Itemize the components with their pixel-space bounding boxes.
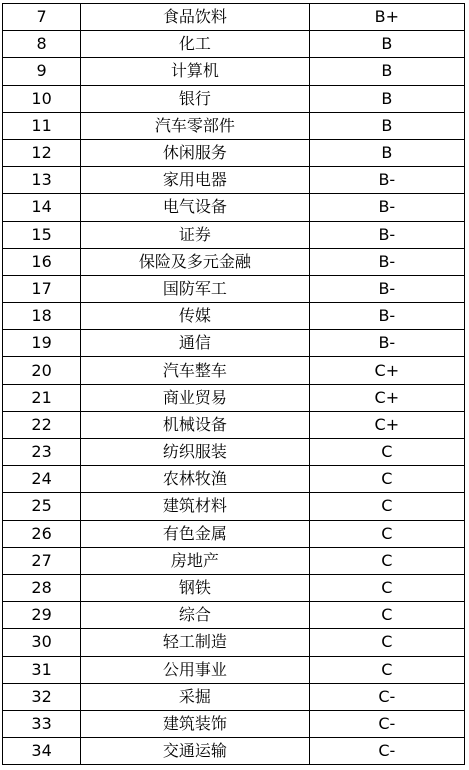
table-row: [3, 629, 465, 656]
rating-cell: B: [309, 112, 464, 139]
rating-cell: C-: [309, 683, 464, 710]
table-row: [3, 493, 465, 520]
rating-cell: C: [309, 439, 464, 466]
industry-cell: 传媒: [81, 303, 309, 330]
table-row: [3, 31, 465, 58]
rank-cell: 30: [3, 629, 81, 656]
table-row: [3, 710, 465, 737]
rank-cell: 21: [3, 384, 81, 411]
rank-cell: 10: [3, 85, 81, 112]
industry-cell: 交通运输: [81, 738, 309, 765]
rank-cell: 17: [3, 275, 81, 302]
table-row: [3, 738, 465, 765]
industry-cell: 商业贸易: [81, 384, 309, 411]
rank-cell: 13: [3, 167, 81, 194]
industry-cell: 公用事业: [81, 656, 309, 683]
rank-cell: 24: [3, 466, 81, 493]
industry-cell: 汽车整车: [81, 357, 309, 384]
rank-cell: 26: [3, 520, 81, 547]
rating-cell: C+: [309, 411, 464, 438]
table-row: [3, 221, 465, 248]
rank-cell: 18: [3, 303, 81, 330]
industry-cell: 证券: [81, 221, 309, 248]
rating-cell: B-: [309, 330, 464, 357]
industry-cell: 家用电器: [81, 167, 309, 194]
rank-cell: 31: [3, 656, 81, 683]
table-row: [3, 439, 465, 466]
industry-cell: 计算机: [81, 58, 309, 85]
table-row: [3, 275, 465, 302]
table-row: [3, 85, 465, 112]
rating-cell: C: [309, 656, 464, 683]
rating-cell: B+: [309, 4, 464, 31]
rank-cell: 15: [3, 221, 81, 248]
rating-cell: C-: [309, 738, 464, 765]
rating-cell: C: [309, 574, 464, 601]
industry-cell: 汽车零部件: [81, 112, 309, 139]
industry-cell: 建筑装饰: [81, 710, 309, 737]
rating-cell: B: [309, 31, 464, 58]
industry-cell: 电气设备: [81, 194, 309, 221]
rank-cell: 22: [3, 411, 81, 438]
table-row: [3, 139, 465, 166]
table-row: [3, 547, 465, 574]
table-row: [3, 248, 465, 275]
rating-cell: C: [309, 493, 464, 520]
table-row: [3, 602, 465, 629]
rating-cell: C+: [309, 357, 464, 384]
rank-cell: 27: [3, 547, 81, 574]
industry-cell: 采掘: [81, 683, 309, 710]
rating-cell: C: [309, 547, 464, 574]
table-row: [3, 466, 465, 493]
table-row: [3, 303, 465, 330]
rating-cell: C: [309, 629, 464, 656]
table-body: [3, 4, 465, 765]
rank-cell: 8: [3, 31, 81, 58]
rank-cell: 25: [3, 493, 81, 520]
rank-cell: 19: [3, 330, 81, 357]
industry-cell: 通信: [81, 330, 309, 357]
industry-cell: 化工: [81, 31, 309, 58]
industry-cell: 房地产: [81, 547, 309, 574]
rating-cell: B: [309, 85, 464, 112]
industry-rating-table: [2, 3, 465, 765]
table-row: [3, 194, 465, 221]
industry-cell: 有色金属: [81, 520, 309, 547]
industry-cell: 农林牧渔: [81, 466, 309, 493]
rating-cell: C: [309, 602, 464, 629]
table-row: [3, 411, 465, 438]
industry-cell: 纺织服装: [81, 439, 309, 466]
rating-cell: B-: [309, 275, 464, 302]
table-row: [3, 167, 465, 194]
rating-cell: C: [309, 466, 464, 493]
rank-cell: 9: [3, 58, 81, 85]
rank-cell: 29: [3, 602, 81, 629]
rank-cell: 32: [3, 683, 81, 710]
rating-cell: B-: [309, 221, 464, 248]
table-row: [3, 384, 465, 411]
table-row: [3, 656, 465, 683]
rank-cell: 33: [3, 710, 81, 737]
rating-cell: C: [309, 520, 464, 547]
rank-cell: 7: [3, 4, 81, 31]
industry-cell: 银行: [81, 85, 309, 112]
table-row: [3, 58, 465, 85]
rank-cell: 11: [3, 112, 81, 139]
industry-cell: 休闲服务: [81, 139, 309, 166]
rating-cell: C-: [309, 710, 464, 737]
table-row: [3, 520, 465, 547]
table-row: [3, 574, 465, 601]
industry-cell: 综合: [81, 602, 309, 629]
table-row: [3, 4, 465, 31]
rank-cell: 14: [3, 194, 81, 221]
industry-cell: 保险及多元金融: [81, 248, 309, 275]
industry-cell: 食品饮料: [81, 4, 309, 31]
rank-cell: 34: [3, 738, 81, 765]
rank-cell: 16: [3, 248, 81, 275]
industry-cell: 轻工制造: [81, 629, 309, 656]
rating-cell: B-: [309, 303, 464, 330]
table-row: [3, 330, 465, 357]
rating-cell: B-: [309, 167, 464, 194]
rating-cell: C+: [309, 384, 464, 411]
table-row: [3, 683, 465, 710]
table-row: [3, 112, 465, 139]
rank-cell: 20: [3, 357, 81, 384]
rating-cell: B: [309, 58, 464, 85]
rank-cell: 28: [3, 574, 81, 601]
industry-cell: 机械设备: [81, 411, 309, 438]
rank-cell: 23: [3, 439, 81, 466]
table-row: [3, 357, 465, 384]
industry-cell: 国防军工: [81, 275, 309, 302]
industry-cell: 建筑材料: [81, 493, 309, 520]
rating-cell: B: [309, 139, 464, 166]
rank-cell: 12: [3, 139, 81, 166]
rating-cell: B-: [309, 248, 464, 275]
rating-cell: B-: [309, 194, 464, 221]
industry-cell: 钢铁: [81, 574, 309, 601]
